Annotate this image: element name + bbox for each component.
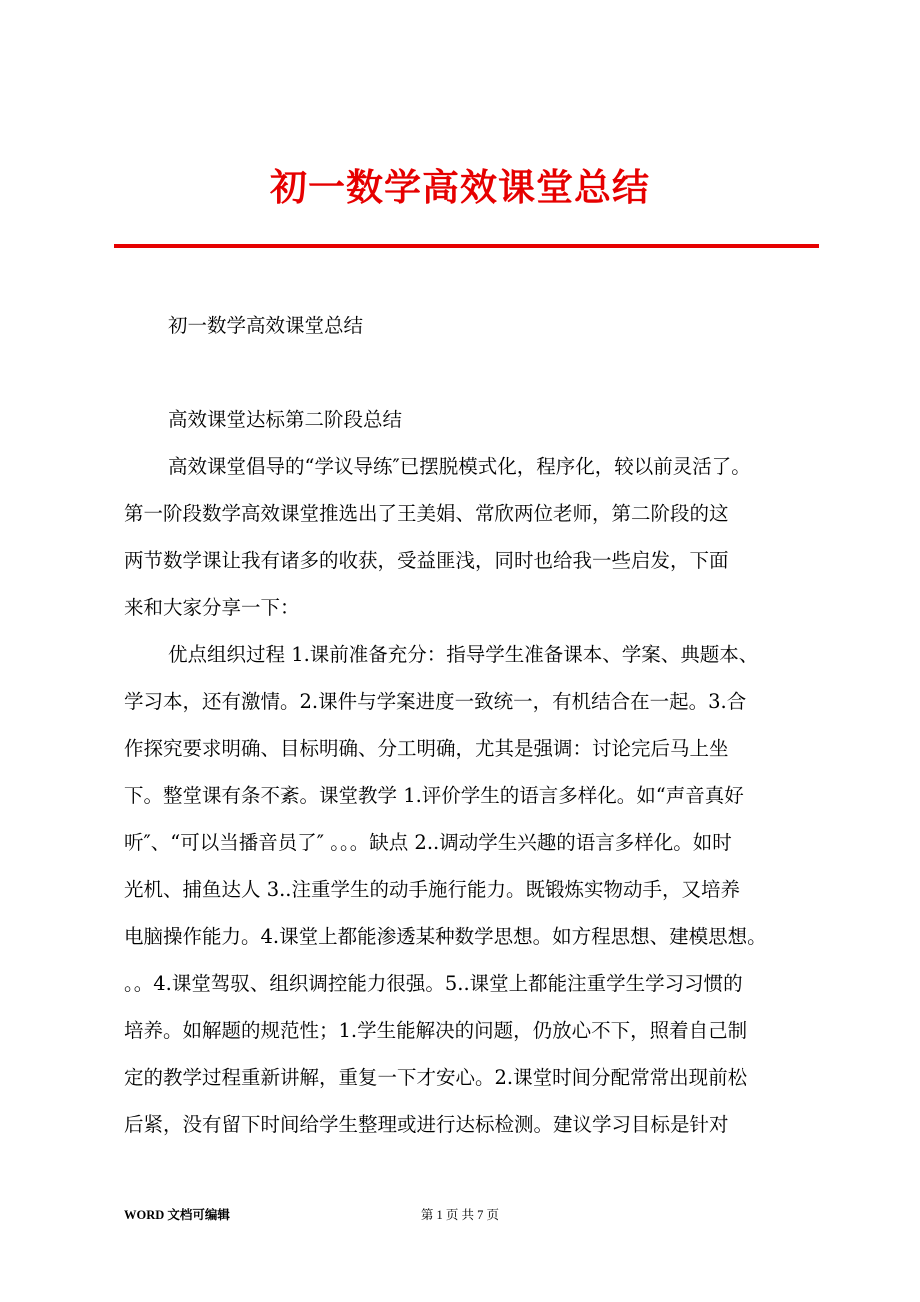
document-body-top: [124, 302, 824, 349]
paragraph-line: 两节数学课让我有诸多的收获，受益匪浅，同时也给我一些启发，下面: [124, 549, 729, 572]
document-body-main: [124, 396, 824, 1148]
paragraph-line: 定的教学过程重新讲解，重复一下才安心。2.课堂时间分配常常出现前松: [124, 1066, 748, 1089]
paragraph-line: 听″、“可以当播音员了″ 。。。缺点 2..调动学生兴趣的语言多样化。如时: [124, 831, 732, 854]
paragraph-line: 。。4.课堂驾驭、组织调控能力很强。5..课堂上都能注重学生学习习惯的: [124, 972, 743, 995]
paragraph-line: 电脑操作能力。4.课堂上都能渗透某种数学思想。如方程思想、建模思想。: [124, 925, 767, 948]
paragraph-line: 下。整堂课有条不紊。课堂教学 1.评价学生的语言多样化。如“声音真好: [124, 784, 744, 807]
paragraph-line: 初一数学高效课堂总结: [168, 314, 364, 337]
paragraph-line: 第一阶段数学高效课堂推选出了王美娟、常欣两位老师，第二阶段的这: [124, 502, 729, 525]
footer-editable-label: WORD 文档可编辑: [124, 1208, 230, 1222]
paragraph-line: 来和大家分享一下：: [124, 596, 300, 619]
paragraph-line: 高效课堂倡导的“学议导练″已摆脱模式化，程序化，较以前灵活了。: [168, 455, 751, 478]
paragraph-line: 高效课堂达标第二阶段总结: [168, 408, 403, 431]
paragraph-line: 培养。如解题的规范性；1.学生能解决的问题，仍放心不下，照着自己制: [124, 1019, 748, 1042]
paragraph-line: 作探究要求明确、目标明确、分工明确，尤其是强调：讨论完后马上坐: [124, 737, 729, 760]
document-title: 初一数学高效课堂总结: [270, 165, 650, 209]
footer-page-number: 第 1 页 共 7 页: [420, 1208, 500, 1222]
paragraph-line: 光机、捕鱼达人 3..注重学生的动手施行能力。既锻炼实物动手，又培养: [124, 878, 741, 901]
title-underline: [114, 244, 819, 248]
paragraph-line: 后紧，没有留下时间给学生整理或进行达标检测。建议学习目标是针对: [124, 1113, 729, 1136]
paragraph-line: 优点组织过程 1.课前准备充分：指导学生准备课本、学案、典题本、: [168, 643, 759, 666]
paragraph-line: 学习本，还有激情。2.课件与学案进度一致统一，有机结合在一起。3.合: [124, 690, 747, 713]
